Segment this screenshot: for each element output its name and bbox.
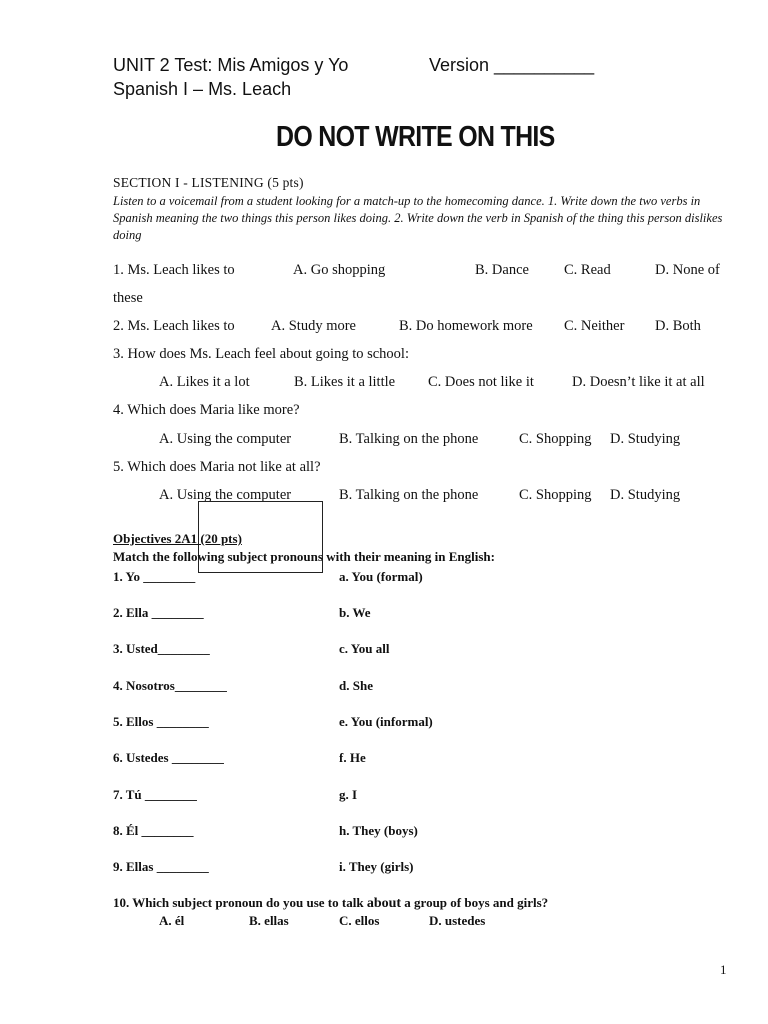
q1-option-c: C. Read — [564, 262, 611, 278]
q10-option-a: A. él — [159, 913, 185, 928]
q10-option-d: D. ustedes — [429, 913, 486, 928]
q5-option-c: C. Shopping — [519, 487, 592, 503]
page-number: 1 — [720, 962, 727, 977]
match-left-2: 2. Ella ________ — [113, 605, 204, 620]
q1-option-d: D. None of — [655, 262, 720, 278]
q1-prompt: 1. Ms. Leach likes to — [113, 262, 235, 278]
q3-option-d: D. Doesn’t like it at all — [572, 374, 705, 390]
banner-title: DO NOT WRITE ON THIS — [276, 121, 555, 153]
q2-option-c: C. Neither — [564, 318, 625, 334]
matching-instructions: Match the following subject pronouns with their meaning in English: — [113, 549, 495, 564]
q1-option-a: A. Go shopping — [293, 262, 386, 278]
match-right-e: e. You (informal) — [339, 714, 433, 729]
match-left-7: 7. Tú ________ — [113, 787, 197, 802]
q5-option-a: A. Using the computer — [159, 487, 292, 503]
q5-option-b: B. Talking on the phone — [339, 487, 479, 503]
q2-option-a: A. Study more — [271, 318, 356, 334]
match-left-6: 6. Ustedes ________ — [113, 750, 224, 765]
match-right-g: g. I — [339, 787, 358, 802]
q5-option-d: D. Studying — [610, 487, 681, 503]
q4-option-b: B. Talking on the phone — [339, 431, 479, 447]
q4-option-d: D. Studying — [610, 431, 681, 447]
test-title: UNIT 2 Test: Mis Amigos y Yo — [113, 55, 349, 75]
q1-option-d-continued: these — [113, 290, 143, 306]
version-field: Version __________ — [429, 55, 595, 75]
q10-prompt — [113, 895, 548, 912]
match-right-b: b. We — [339, 605, 371, 620]
q10-option-c: C. ellos — [339, 913, 380, 928]
match-left-8: 8. Él ________ — [113, 823, 194, 838]
course-line: Spanish I – Ms. Leach — [113, 79, 292, 99]
match-right-a: a. You (formal) — [339, 569, 423, 584]
objective-heading: Objectives 2A1 (20 pts) — [113, 531, 242, 546]
q2-option-b: B. Do homework more — [399, 318, 533, 334]
match-right-i: i. They (girls) — [339, 859, 414, 874]
q2-prompt: 2. Ms. Leach likes to — [113, 318, 235, 334]
q10-prompt-start: 10. Which subject pronoun do you use to talk — [113, 895, 367, 910]
section1-heading: SECTION I - LISTENING (5 pts) — [113, 175, 304, 190]
q3-option-a: A. Likes it a lot — [159, 374, 250, 390]
match-right-h: h. They (boys) — [339, 823, 418, 838]
q4-prompt: 4. Which does Maria like more? — [113, 402, 300, 418]
match-right-f: f. He — [339, 750, 366, 765]
q5-prompt: 5. Which does Maria not like at all? — [113, 459, 321, 475]
q3-prompt: 3. How does Ms. Leach feel about going to school: — [113, 346, 409, 362]
match-left-1: 1. Yo ________ — [113, 569, 196, 584]
q3-option-c: C. Does not like it — [428, 374, 534, 390]
section1-instructions: Listen to a voicemail from a student looking for a match-up to the homecoming dance. 1. Write down the two verbs in Spanish meaning the two things this person likes doing. 2. Write down the verb in Spanish of the thing this person dislikes doing — [113, 194, 723, 242]
q1-option-b: B. Dance — [475, 262, 529, 278]
q3-option-b: B. Likes it a little — [294, 374, 396, 390]
q4-option-a: A. Using the computer — [159, 431, 292, 447]
q10-prompt-end: a group of boys and girls? — [401, 895, 549, 910]
q10-prompt-emphasis: about — [366, 896, 402, 911]
q4-option-c: C. Shopping — [519, 431, 592, 447]
q10-option-b: B. ellas — [249, 913, 289, 928]
q2-option-d: D. Both — [655, 318, 701, 334]
match-left-3: 3. Usted________ — [113, 641, 210, 656]
match-left-5: 5. Ellos ________ — [113, 714, 209, 729]
match-right-d: d. She — [339, 678, 373, 693]
match-right-c: c. You all — [339, 641, 390, 656]
match-left-9: 9. Ellas ________ — [113, 859, 209, 874]
match-left-4: 4. Nosotros________ — [113, 678, 227, 693]
